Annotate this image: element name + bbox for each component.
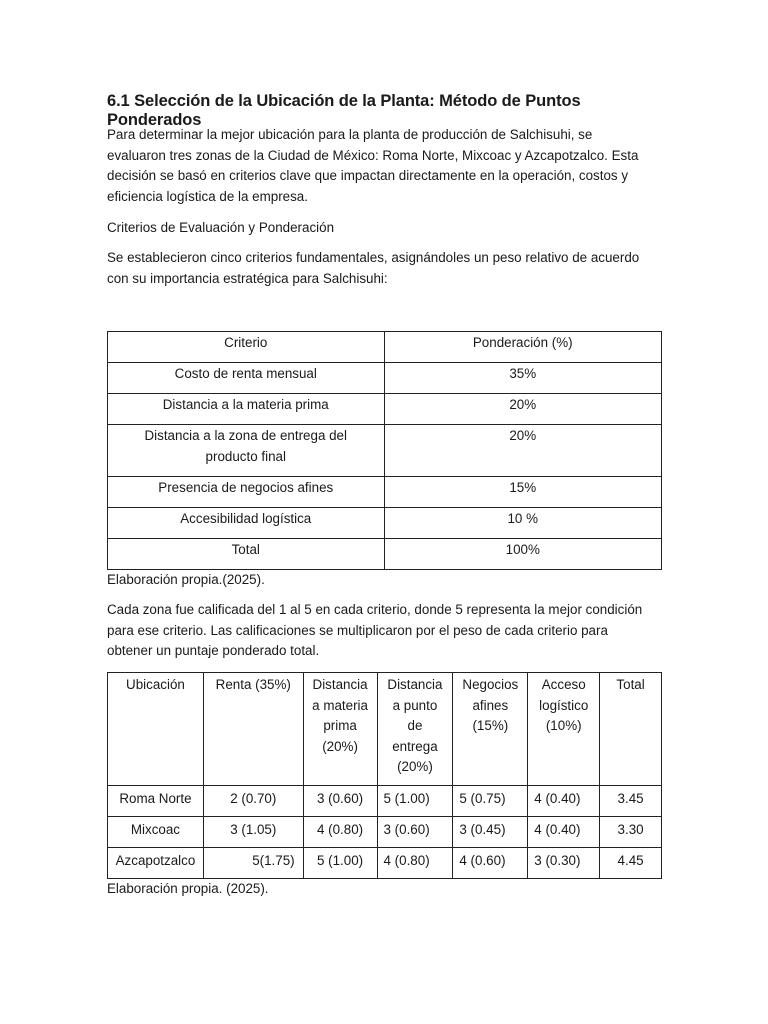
cell-ubicacion: Roma Norte (108, 786, 204, 817)
header-line: a materia (312, 697, 368, 713)
header-line: Distancia (312, 677, 368, 692)
scoring-paragraph (107, 600, 663, 662)
criteria-weight: 20% (384, 425, 662, 477)
header-line: a punto (392, 697, 438, 713)
criteria-weight: 20% (384, 394, 662, 425)
header-line: (10%) (545, 718, 582, 733)
criteria-name: Distancia a la materia prima (108, 394, 385, 425)
header-punto-entrega (377, 673, 453, 786)
header-line: Negocios (462, 677, 519, 692)
header-line: (15%) (472, 718, 509, 733)
header-line: afines (472, 697, 509, 713)
intro-paragraph (107, 125, 663, 207)
header-acceso-logistico (528, 673, 600, 786)
cell-negocios-afines: 3 (0.45) (453, 817, 528, 848)
criteria-row (108, 508, 662, 539)
criteria-weight: 35% (384, 363, 662, 394)
evaluation-row-roma-norte (108, 786, 662, 817)
cell-punto-entrega: 5 (1.00) (377, 786, 453, 817)
criteria-total-row (108, 539, 662, 570)
intro-line: eficiencia logística de la empresa. (107, 188, 308, 204)
criteria-name (108, 425, 385, 477)
cell-acceso-logistico: 4 (0.40) (528, 817, 600, 848)
criteria-name-line: producto final (205, 448, 286, 464)
criteria-header-row (108, 332, 662, 363)
intro-line: decisión se basó en criterios clave que impactan directamente en la operación, costos y (107, 168, 629, 183)
criteria-weight: 15% (384, 477, 662, 508)
header-line: logístico (539, 697, 589, 713)
table-source-note: Elaboración propia. (2025). (107, 881, 269, 896)
header-ubicacion: Ubicación (108, 673, 204, 786)
evaluation-header-row (108, 673, 662, 786)
criteria-intro-line: con su importancia estratégica para Salchisuhi: (107, 270, 388, 286)
cell-materia-prima: 5 (1.00) (303, 848, 377, 879)
cell-renta: 3 (1.05) (203, 817, 303, 848)
criteria-name: Accesibilidad logística (108, 508, 385, 539)
criteria-subheading: Criterios de Evaluación y Ponderación (107, 220, 335, 235)
criteria-name-line: Distancia a la zona de entrega del (144, 428, 347, 443)
cell-total: 3.30 (600, 817, 662, 848)
section-heading: 6.1 Selección de la Ubicación de la Planta: Método de Puntos Ponderados (107, 92, 581, 129)
criteria-weight: 100% (384, 539, 662, 570)
cell-negocios-afines: 5 (0.75) (453, 786, 528, 817)
header-line: prima (323, 718, 357, 733)
cell-renta: 5(1.75) (203, 848, 303, 879)
header-line: Acceso (541, 677, 586, 692)
cell-materia-prima: 3 (0.60) (303, 786, 377, 817)
criteria-table (107, 331, 662, 570)
criteria-weight: 10 % (384, 508, 662, 539)
criteria-row (108, 363, 662, 394)
criteria-intro-paragraph (107, 248, 663, 289)
criteria-name: Costo de renta mensual (108, 363, 385, 394)
criteria-row (108, 425, 662, 477)
criteria-row (108, 394, 662, 425)
criteria-name: Total (108, 539, 385, 570)
cell-total: 3.45 (600, 786, 662, 817)
cell-materia-prima: 4 (0.80) (303, 817, 377, 848)
header-line: entrega (392, 738, 438, 754)
header-renta: Renta (35%) (203, 673, 303, 786)
header-line: (20%) (322, 738, 358, 754)
header-materia-prima (303, 673, 377, 786)
evaluation-row-mixcoac (108, 817, 662, 848)
scoring-line: Cada zona fue calificada del 1 al 5 en cada criterio, donde 5 representa la mejor condición (107, 602, 643, 617)
scoring-line: para ese criterio. Las calificaciones se multiplicaron por el peso de cada criterio para (107, 622, 608, 638)
criteria-intro-line: Se establecieron cinco criterios fundamentales, asignándoles un peso relativo de acuerdo (107, 250, 640, 265)
header-line: (20%) (397, 759, 433, 774)
intro-line: Para determinar la mejor ubicación para la planta de producción de Salchisuhi, se (107, 127, 593, 142)
evaluation-table (107, 672, 662, 879)
cell-ubicacion: Azcapotzalco (108, 848, 204, 879)
criteria-header-criterio: Criterio (108, 332, 385, 363)
header-line: de (407, 718, 423, 733)
criteria-name: Presencia de negocios afines (108, 477, 385, 508)
criteria-header-ponderacion: Ponderación (%) (384, 332, 662, 363)
header-negocios-afines (453, 673, 528, 786)
table-source-note: Elaboración propia.(2025). (107, 572, 265, 587)
intro-line: evaluaron tres zonas de la Ciudad de México: Roma Norte, Mixcoac y Azcapotzalco. Esta (107, 147, 639, 163)
header-line: Distancia (387, 677, 443, 692)
cell-ubicacion: Mixcoac (108, 817, 204, 848)
criteria-row (108, 477, 662, 508)
cell-punto-entrega: 4 (0.80) (377, 848, 453, 879)
cell-acceso-logistico: 4 (0.40) (528, 786, 600, 817)
header-total: Total (600, 673, 662, 786)
cell-punto-entrega: 3 (0.60) (377, 817, 453, 848)
cell-renta: 2 (0.70) (203, 786, 303, 817)
cell-acceso-logistico: 3 (0.30) (528, 848, 600, 879)
evaluation-row-azcapotzalco (108, 848, 662, 879)
scoring-line: obtener un puntaje ponderado total. (107, 643, 320, 658)
cell-negocios-afines: 4 (0.60) (453, 848, 528, 879)
cell-total: 4.45 (600, 848, 662, 879)
